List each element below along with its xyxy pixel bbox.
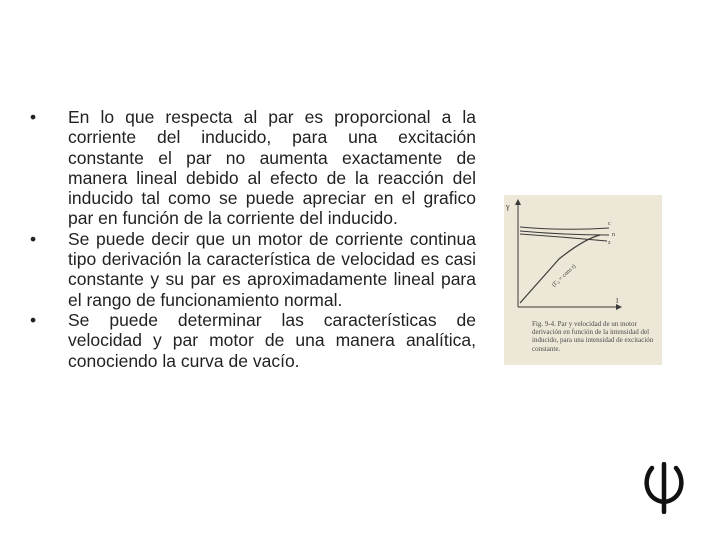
speed-curve <box>520 231 609 235</box>
bullet-text: Se puede determinar las características de velocidad y par motor de una manera analítica, conociendo la curva de vacío. <box>68 309 476 371</box>
logo-mark <box>642 462 686 514</box>
bullet-list <box>30 107 476 371</box>
torque-curve-label: (Γ₀ = cons t) <box>551 263 578 289</box>
bullet-text: Se puede decir que un motor de corriente continua tipo derivación la característica de velocidad es casi constante y su par es aproximadamente lineal para el rango de funcionamiento normal. <box>68 228 476 310</box>
torque-speed-figure <box>504 195 662 365</box>
bullet-item <box>30 107 476 229</box>
bullet-text: En lo que respecta al par es proporcional a la corriente del inducido, para una excitación constante el par no aumenta exactamente de manera lineal debido al efecto de la reacción del inducido tal como se puede apreciar en el grafico par en función de la corriente del inducido. <box>68 107 476 229</box>
figure-caption: Fig. 9-4. Par y velocidad de un motor derivación en función de la intensidad del inducido, para una intensidad de excitación constante. <box>532 320 654 353</box>
bullet-marker: • <box>30 107 37 127</box>
curve-label: z <box>608 240 611 246</box>
y-axis-arrow <box>515 199 521 205</box>
y-axis-label: γ <box>506 202 510 211</box>
bullet-item <box>30 229 476 310</box>
bullet-marker: • <box>30 228 37 249</box>
torque-curve <box>520 235 600 303</box>
speed-curve <box>520 227 609 229</box>
curve-label: n <box>612 232 615 238</box>
bullet-item <box>30 310 476 371</box>
curve-label: c <box>608 221 611 227</box>
bullet-marker: • <box>30 309 37 330</box>
x-axis-label: I <box>616 297 619 305</box>
